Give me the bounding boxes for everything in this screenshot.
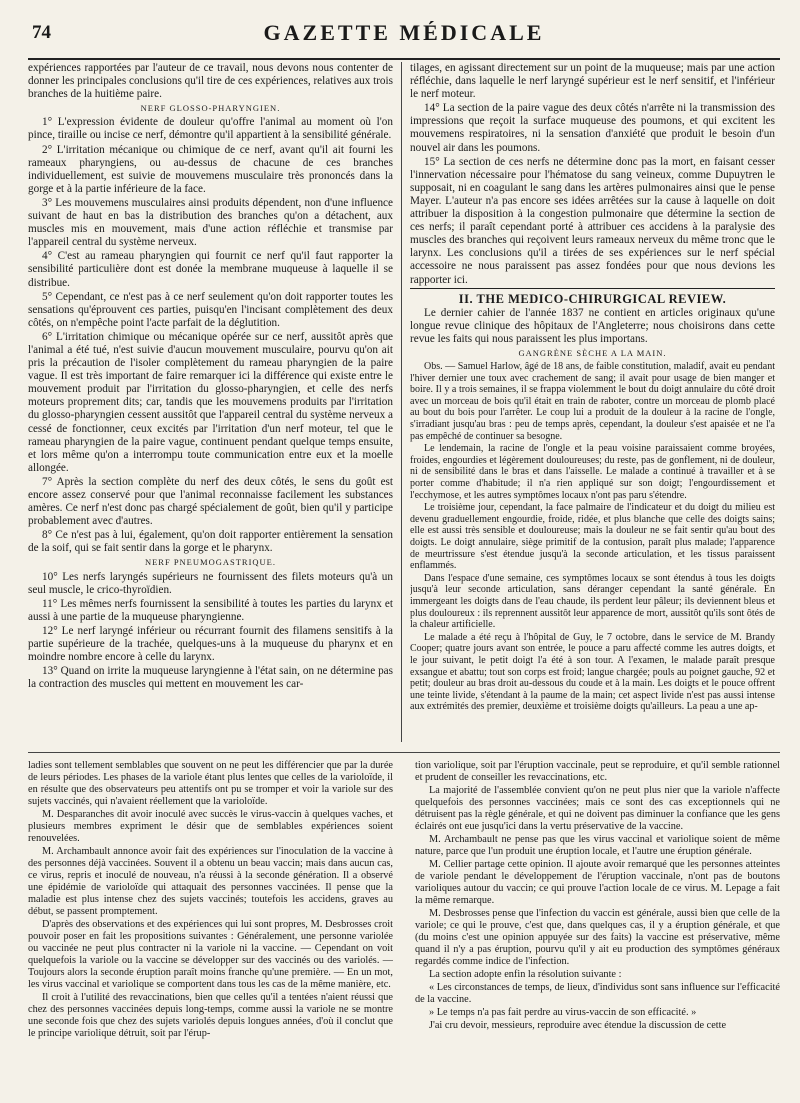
case-paragraph: Dans l'espace d'une semaine, ces symptômes locaux se sont étendus à tous les doigts jusqu'à leur seconde articulation, sans déranger cependant la santé générale. En immergeant les doigts dans de l'eau chaude, ils perdent leur pâleur; ils deviennent bleus et plus douloureux : ils reprennent aussitôt leur apparence de mort, aussitôt qu'ils sont ôtés de la chaleur artificielle. [410,572,775,631]
paragraph: 15° La section de ces nerfs ne détermine donc pas la mort, en faisant cesser l'innervation nécessaire pour l'hématose du sang veineux, comme Dupuytren le supposait, ni en coagulant le sang dans les artères pulmonaires ainsi que le pense Mayer. L'auteur n'a pas encore ses idées arrêtées sur la cause à laquelle on doit attribuer la disposition à la congestion pulmonaire que détermine la section de ces nerfs; il paraît cependant porté à attribuer ces accidens à la paralysie des muscles des branches qui reçoivent leurs rameaux nerveux du même tronc que le larynx. Les conclusions qu'il a tirées de ses expériences sur le nerf spécial accessoire ne nous paraissent pas assez fondées pour que nous devions les rapporter ici. [410,155,775,286]
paragraph: « Les circonstances de temps, de lieux, d'individus sont sans influence sur l'efficacité de la vaccine. [415,982,780,1005]
subheading-glosso: NERF GLOSSO-PHARYNGIEN. [140,103,281,114]
subheading-pneumo: NERF PNEUMOGASTRIQUE. [144,557,277,568]
paragraph: 8° Ce n'est pas à lui, également, qu'on doit rapporter entièrement la sensation de la soif, qui se fait sentir dans la gorge et le pharynx. [28,529,393,555]
paragraph: M. Archambault ne pense pas que les virus vaccinal et variolique soient de même nature, parce que l'un produit une éruption locale, et l'autre une éruption générale. [415,834,780,857]
case-paragraph: Le lendemain, la racine de l'ongle et la peau voisine paraissaient comme broyées, froides, engourdies et légèrement douloureuses; du reste, pas de gonflement, ni de douleur, ni de sensibilité dans le bras et dans l'aisselle. Le malade a continué à travailler et à se porter comme d'habitude; il n'a rien appliqué sur son doigt; l'engourdissement et l'ecchymose, et les autres symptômes locaux n'ont pas paru s'étendre. [410,443,775,501]
bottom-section [28,760,780,1095]
bottom-right-column [415,760,780,1095]
column-divider [401,62,402,742]
paragraph: 13° Quand on irrite la muqueuse laryngienne à l'état sain, on ne détermine pas la contraction des muscles qui mettent en mouvement les car- [28,665,393,691]
paragraph: 1° L'expression évidente de douleur qu'offre l'animal au moment où l'on pince, tiraille ou incise ce nerf, démontre qu'il appartient à la sensibilité générale. [28,116,393,142]
paragraph: 12° Le nerf laryngé inférieur ou récurrant fournit des filamens sensitifs à la partie supérieure de la trachée, quelques-uns à la muqueuse du pharynx et en moindre nombre encore à celle du larynx. [28,624,393,664]
left-column [28,62,393,742]
paragraph: M. Desparanches dit avoir inoculé avec succès le virus-vaccin à quelques vaches, et plusieurs membres expriment le désir que de semblables expériences soient renouvelées. [28,809,393,844]
case-paragraph: Obs. — Samuel Harlow, âgé de 18 ans, de faible constitution, maladif, avait eu pendant l'hiver dernier une toux avec crachement de sang; il avait pour usage de bien manger et boire. Il y a trois semaines, il se frappa violemment le bout du doigt annulaire du côté droit avec un morceau de bois qu'il était en train de raboter, contre un morceau de plomb placé au bout du bois pour l'arrêter. Le coup lui a produit de la douleur à la racine de l'ongle, s'irradiant jusqu'au bras : peu de temps après, cependant, la douleur s'est apaisée et ne l'a pas empêché de continuer sa besogne. [410,361,775,442]
paragraph: M. Archambault annonce avoir fait des expériences sur l'inoculation de la vaccine à des personnes déjà vaccinées. Souvent il a obtenu un beau vaccin; mais dans aucun cas, ce virus, repris et inoculé de nouveau, n'a réussi à la seconde génération. Il a observé une épidémie de varioloïde qui attaquait des personnes vaccinées. Il pense que la maladie est plus intense chez des sujets vaccinés; toutefois les accidens, graves au début, se passent promptement. [28,846,393,917]
case-paragraph: Le troisième jour, cependant, la face palmaire de l'indicateur et du doigt du milieu est devenu graduellement engourdie, froide, ridée, et plus blanche que celle des doigts sains; elle est aussi très sensible et douloureuse; mais la douleur ne se fait sentir qu'au bout des doigts. Le doigt annulaire, siège primitif de la contusion, paraît plus malade; l'apparence de meurtrissure s'est étendue jusqu'à la seconde articulation, et les tissus paraissent enflammés. [410,502,775,572]
paragraph: 7° Après la section complète du nerf des deux côtés, le sens du goût est encore assez conservé pour que l'animal reconnaisse facilement les substances amères. Ce nerf n'est donc pas chargé spécialement de goût, bien qu'il y participe probablement avec d'autres. [28,475,393,528]
paragraph: Il croit à l'utilité des revaccinations, bien que celles qu'il a tentées n'aient réussi que chez des personnes vaccinées depuis long-temps, comme aussi la variole ne se montre une seconde fois que chez des sujets variolés depuis longues années, d'où il conclut que le principe variolique détruit, soit par l'érup- [28,992,393,1039]
section-rule [28,752,780,753]
paragraph: 2° L'irritation mécanique ou chimique de ce nerf, avant qu'il ait fourni les rameaux pharyngiens, ou au-dessus de chacune de ces branches individuellement, est suivie de mouvemens musculaire très prononcés dans la gorge et à la partie inférieure de la face. [28,143,393,195]
paragraph: M. Desbrosses pense que l'infection du vaccin est générale, aussi bien que celle de la variole; ce qui le prouve, c'est que, dans quelques cas, il y a éruption générale, et que (du moins c'est une opinion appuyée sur des faits) la vaccine est préservative, même quand il n'y a pas éruption, pourvu qu'il y ait eu production des symptômes généraux regardés comme indice de l'infection. [415,908,780,967]
paragraph: 10° Les nerfs laryngés supérieurs ne fournissent des filets moteurs qu'à un seul muscle, le crico-thyroïdien. [28,570,393,596]
paragraph: ladies sont tellement semblables que souvent on ne peut les différencier que par la durée de leurs périodes. Les phases de la variole étant plus lentes que celles de la varioloïde, il en résulte que des observateurs peu attentifs ont pu se tromper et voir la variole sur des sujets vaccinés, qui n'avaient réellement que la varioloïde. [28,760,393,807]
section-intro: Le dernier cahier de l'année 1837 ne contient en articles originaux qu'une longue revue clinique des hôpitaux de l'Angleterre; nous choisirons dans cette revue les faits qui nous paraissent les plus importans. [410,306,775,345]
right-column [410,62,775,742]
paragraph: La section adopte enfin la résolution suivante : [429,969,622,980]
journal-title: GAZETTE MÉDICALE [263,20,545,45]
paragraph: 3° Les mouvemens musculaires ainsi produits dépendent, non d'une influence suivant de haut en bas la distribution des branches qu'on a détachent, aux muscles mis en mouvement, mais d'une action réfléchie et transmise par l'appareil central du système nerveux. [28,196,393,249]
continuation-paragraph: tilages, en agissant directement sur un point de la muqueuse; mais par une action réfléchie, dans laquelle le nerf laryngé supérieur est le nerf sensitif, et l'inférieur le nerf moteur. [410,62,775,101]
section-title: II. THE MEDICO-CHIRURGICAL REVIEW. [410,288,775,306]
paragraph: » Le temps n'a pas fait perdre au virus-vaccin de son efficacité. » [429,1007,697,1018]
case-paragraph: Le malade a été reçu à l'hôpital de Guy, le 7 octobre, dans le service de M. Brandy Cooper; quatre jours avant son entrée, le pouce a paru affecté comme les autres doigts, et le jour suivant, le petit doigt l'a été à son tour. A l'examen, le malade paraît presque exsangue et abattu; tout son corps est froid; langue chargée; pouls au poignet gauche, 92 et petit; douleur au bras droit au-dessous du coude et à la main. Les doigts et le pouce offrent une teinte livide, s'étendant à la paume de la main; cet aspect livide n'est pas aussi intense aux extrémités des premier, deuxième et troisième doigts qu'ailleurs. La peau a une ap- [410,631,775,713]
paragraph: M. Cellier partage cette opinion. Il ajoute avoir remarqué que les personnes atteintes de variole pendant le développement de l'éruption vaccinale, n'ont pas de boutons varioliques autour du vaccin; ce qui prouve l'action locale de ce virus. M. Lepage a fait la même remarque. [415,859,780,906]
paragraph: J'ai cru devoir, messieurs, reproduire avec étendue la discussion de cette [429,1020,727,1031]
paragraph: D'après des observations et des expériences qui lui sont propres, M. Desbrosses croit pouvoir poser en fait les propositions suivantes : Généralement, une personne variolée ou vaccinée ne peut plus contracter ni la variole ni la vaccine. — Cependant on voit quelquefois la variole ou la vaccine se développer sur des vaccinés ou des variolés. — Toujours alors la seconde éruption paraît moins franche qu'une première. — En un mot, les virus vaccinal et variolique se comportent dans tous les cas de la même manière, etc. [28,919,393,990]
paragraph: 11° Les mêmes nerfs fournissent la sensibilité à toutes les parties du larynx et aussi à une partie de la muqueuse pharyngienne. [28,597,393,623]
page-header [28,8,780,58]
paragraph: tion variolique, soit par l'éruption vaccinale, peut se reproduire, et qu'il semble rationnel et prudent de conseiller les revaccinations, etc. [415,760,780,783]
paragraph: 4° C'est au rameau pharyngien qui fournit ce nerf qu'il faut rapporter la sensibilité particulière dont est donée la membrane muqueuse à laquelle il se distribue. [28,250,393,289]
intro-paragraph: expériences rapportées par l'auteur de ce travail, nous devons nous contenter de donner les principales conclusions qu'il tire de ces expériences, relatives aux trois branches de la huitième paire. [28,62,393,101]
page-number: 74 [32,22,51,43]
paragraph: 5° Cependant, ce n'est pas à ce nerf seulement qu'on doit rapporter toutes les sensations qu'éprouvent ces parties, puisqu'en l'incisant complètement des deux côtés, on n'empêche point l'acte parfait de la déglutition. [28,290,393,329]
paragraph: 6° L'irritation chimique ou mécanique opérée sur ce nerf, aussitôt après que l'animal a été tué, n'est suivie d'aucun mouvement musculaire, pourvu qu'on ait pris la précaution de l'isoler complètement du rameau pharyngien de la paire vague. Il est très important de faire remarquer ici la différence qui existe entre le mouvement produit par l'irritation du glosso-pharyngien, et celle des nerfs moteurs proprement dits; car, tandis que les mouvemens produits par l'irritation du glosso-pharyngien cessent aussitôt que l'appareil central du système nerveux a cessé de fonctionner, ceux excités par l'irritation d'un nerf moteur, tel que le rameau pharyngien de la paire vague, continuent pendant quelque temps ensuite, et lors même qu'on a interrompu toute communication entre eux et la moelle allongée. [28,330,393,474]
header-rule [28,58,780,60]
subheading-gangrene: GANGRÈNE SÈCHE A LA MAIN. [518,347,667,358]
paragraph: 14° La section de la paire vague des deux côtés n'arrête ni la transmission des impressions que reçoit la surface muqueuse des poumons, et qui excitent les mouvemens respiratoires, ni la sensation d'anxiété que produit le besoin d'un nouvel air dans les poumons. [410,102,775,154]
paragraph: La majorité de l'assemblée convient qu'on ne peut plus nier que la variole n'affecte quelquefois des personnes vaccinées; mais ce sont des cas exceptionnels qui ne détruisent pas la règle générale, et qui ne doivent pas diminuer la confiance que les gens éclairés ont eue jusqu'ici dans la vertu préservative de la vaccine. [415,785,780,832]
bottom-left-column [28,760,393,1095]
